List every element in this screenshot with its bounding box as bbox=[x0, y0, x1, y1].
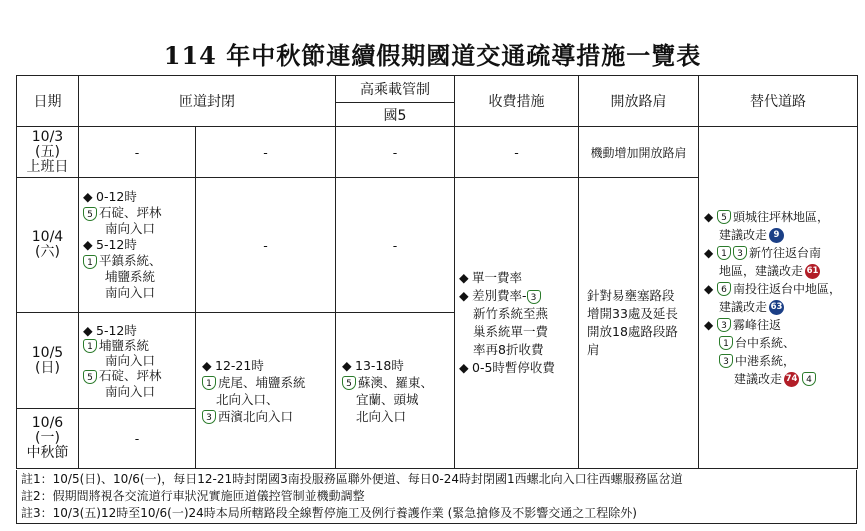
route63-shield-icon: 63 bbox=[769, 300, 784, 315]
ramp-1004-b: - bbox=[196, 178, 336, 313]
header-date: 日期 bbox=[17, 76, 79, 127]
footnote-1: 註1：10/5(日)、10/6(一)，每日12-21時封閉國3南投服務區聯外便道、每日0-24時封閉國1西螺北向入口往西螺服務區岔道 bbox=[21, 472, 683, 486]
header-hov-freeway5: 國5 bbox=[336, 103, 455, 127]
header-hov: 高乘載管制 bbox=[336, 76, 455, 103]
freeway5-icon: 5 bbox=[717, 210, 731, 224]
footnotes bbox=[16, 470, 857, 524]
ramp-1005-a: ◆ 5-12時 1 埔鹽系統 南向入口 5 石碇、坪林 南向入口 bbox=[79, 313, 196, 409]
hov-1003: - bbox=[336, 127, 455, 178]
freeway3-icon: 3 bbox=[202, 410, 216, 424]
ramp-1003-b: - bbox=[196, 127, 336, 178]
hov-1004: - bbox=[336, 178, 455, 313]
ramp-1003-a: - bbox=[79, 127, 196, 178]
freeway3-icon: 3 bbox=[733, 246, 747, 260]
toll-measures-cell: ◆ 單一費率 ◆ 差別費率- 3 新竹系統至燕 巢系統單一費 率再8折收費 ◆ 0-5時暫停收費 bbox=[455, 178, 579, 469]
freeway3-icon: 3 bbox=[717, 318, 731, 332]
freeway6-icon: 6 bbox=[717, 282, 731, 296]
freeway1-icon: 1 bbox=[202, 376, 216, 390]
alternative-route-cell: ◆ 5 頭城往坪林地區， 建議改走 9 ◆ 1 3 新竹往返台南 地區，建議改走 61 ◆ 6 南投往返台中地區， 建議改走 63 ◆ 3 霧峰往返 1 台中系統、 3 中港系統， 建議改走 74 4 bbox=[699, 127, 858, 469]
date-cell-1003: 10/3 (五) 上班日 bbox=[17, 127, 79, 178]
route61-shield-icon: 61 bbox=[805, 264, 820, 279]
header-toll: 收費措施 bbox=[455, 76, 579, 127]
freeway1-icon: 1 bbox=[83, 255, 97, 269]
route9-shield-icon: 9 bbox=[769, 228, 784, 243]
shoulder-1003: 機動增加開放路肩 bbox=[579, 127, 699, 178]
ramp-1004-a: ◆ 0-12時 5 石碇、坪林 南向入口 ◆ 5-12時 1 平鎮系統、 埔鹽系統 南向入口 bbox=[79, 178, 196, 313]
freeway1-icon: 1 bbox=[83, 339, 97, 353]
freeway5-icon: 5 bbox=[83, 370, 97, 384]
freeway5-icon: 5 bbox=[342, 376, 356, 390]
toll-1003: - bbox=[455, 127, 579, 178]
freeway3-icon: 3 bbox=[719, 354, 733, 368]
date-cell-1005: 10/5 (日) bbox=[17, 313, 79, 409]
header-shoulder: 開放路肩 bbox=[579, 76, 699, 127]
header-ramp-closure: 匝道封閉 bbox=[79, 76, 336, 127]
header-alternative-route: 替代道路 bbox=[699, 76, 858, 127]
ramp-1006-a: - bbox=[79, 409, 196, 469]
ramp-1005-1006-b: ◆ 12-21時 1 虎尾、埔鹽系統 北向入口、 3 西濱北向入口 bbox=[196, 313, 336, 469]
page-title: 114 年中秋節連續假期國道交通疏導措施一覽表 bbox=[163, 41, 702, 70]
freeway1-icon: 1 bbox=[719, 336, 733, 350]
hov-1005-1006: ◆ 13-18時 5 蘇澳、羅東、 宜蘭、頭城 北向入口 bbox=[336, 313, 455, 469]
freeway3-icon: 3 bbox=[527, 290, 541, 304]
measures-table bbox=[16, 75, 858, 469]
footnote-2: 註2：假期間將視各交流道行車狀況實施匝道儀控管制並機動調整 bbox=[21, 489, 365, 503]
date-cell-1006: 10/6 (一) 中秋節 bbox=[17, 409, 79, 469]
date-cell-1004: 10/4 (六) bbox=[17, 178, 79, 313]
freeway1-icon: 1 bbox=[717, 246, 731, 260]
shoulder-measures-cell: 針對易壅塞路段 增開33處及延長 開放18處路段路 肩 bbox=[579, 178, 699, 469]
freeway4-icon: 4 bbox=[802, 372, 816, 386]
footnote-3: 註3：10/3(五)12時至10/6(一)24時本局所轄路段全線暫停施工及例行養護作業 (緊急搶修及不影響交通之工程除外) bbox=[21, 506, 637, 520]
freeway5-icon: 5 bbox=[83, 207, 97, 221]
route74-shield-icon: 74 bbox=[784, 372, 799, 387]
